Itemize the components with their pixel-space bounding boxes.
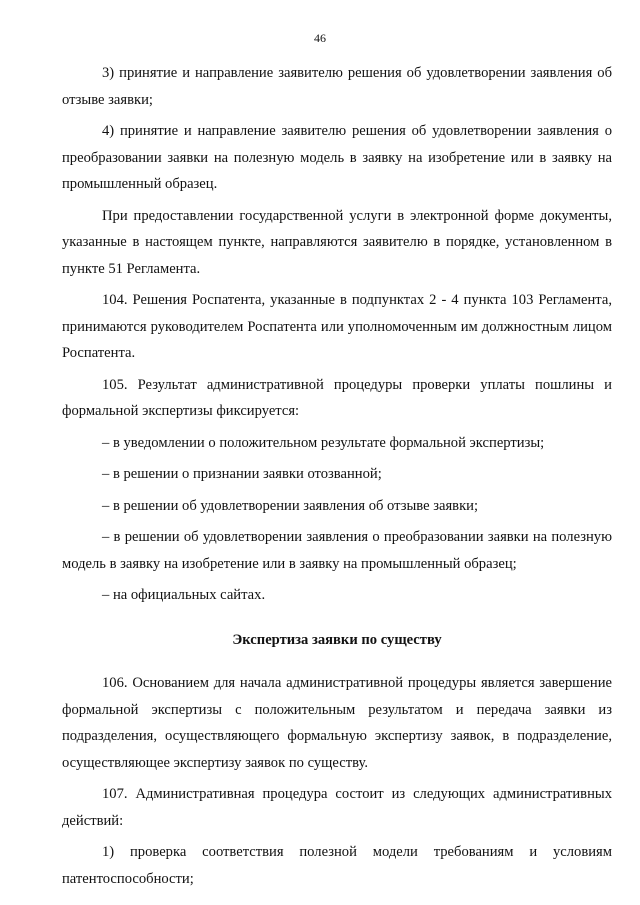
paragraph-106: 106. Основанием для начала административной процедуры является завершение формальной экспертизы с положительным результатом и передача заявки из подразделения, осуществляющего формальную экспертизу заявок, в подразделение, осуществляющее экспертизу заявок по существу. — [62, 675, 612, 771]
paragraph-107-item-1: 1) проверка соответствия полезной модели требованиям и условиям патентоспособности; — [62, 844, 612, 887]
list-item-websites: – на официальных сайтах. — [102, 587, 266, 603]
paragraph-item-3: 3) принятие и направление заявителю решения об удовлетворении заявления об отзыве заявки; — [62, 65, 612, 108]
page-number: 46 — [314, 31, 326, 45]
paragraph-105: 105. Результат административной процедуры проверки уплаты пошлины и формальной экспертизы фиксируется: — [62, 376, 612, 419]
list-item-conversion: – в решении об удовлетворении заявления о преобразовании заявки на полезную модель в заявку на изобретение или в заявку на промышленный образец; — [62, 529, 612, 572]
list-item-notification: – в уведомлении о положительном результате формальной экспертизы; — [102, 434, 545, 451]
paragraph-item-4: 4) принятие и направление заявителю решения об удовлетворении заявления о преобразовании заявки на полезную модель в заявку на изобретение или в заявку на промышленный образец. — [62, 123, 612, 192]
paragraph-104: 104. Решения Роспатента, указанные в подпунктах 2 - 4 пункта 103 Регламента, принимаются руководителем Роспатента или уполномоченным им должностным лицом Роспатента. — [62, 292, 612, 361]
paragraph-107: 107. Административная процедура состоит из следующих административных действий: — [62, 786, 612, 829]
document-body — [62, 60, 612, 897]
section-heading: Экспертиза заявки по существу — [232, 631, 442, 648]
list-item-withdrawn: – в решении о признании заявки отозванной; — [102, 466, 382, 482]
list-item-recall: – в решении об удовлетворении заявления об отзыве заявки; — [102, 497, 479, 514]
paragraph-electronic-form: При предоставлении государственной услуги в электронной форме документы, указанные в настоящем пункте, направляются заявителю в порядке, установленном в пункте 51 Регламента. — [62, 207, 612, 277]
